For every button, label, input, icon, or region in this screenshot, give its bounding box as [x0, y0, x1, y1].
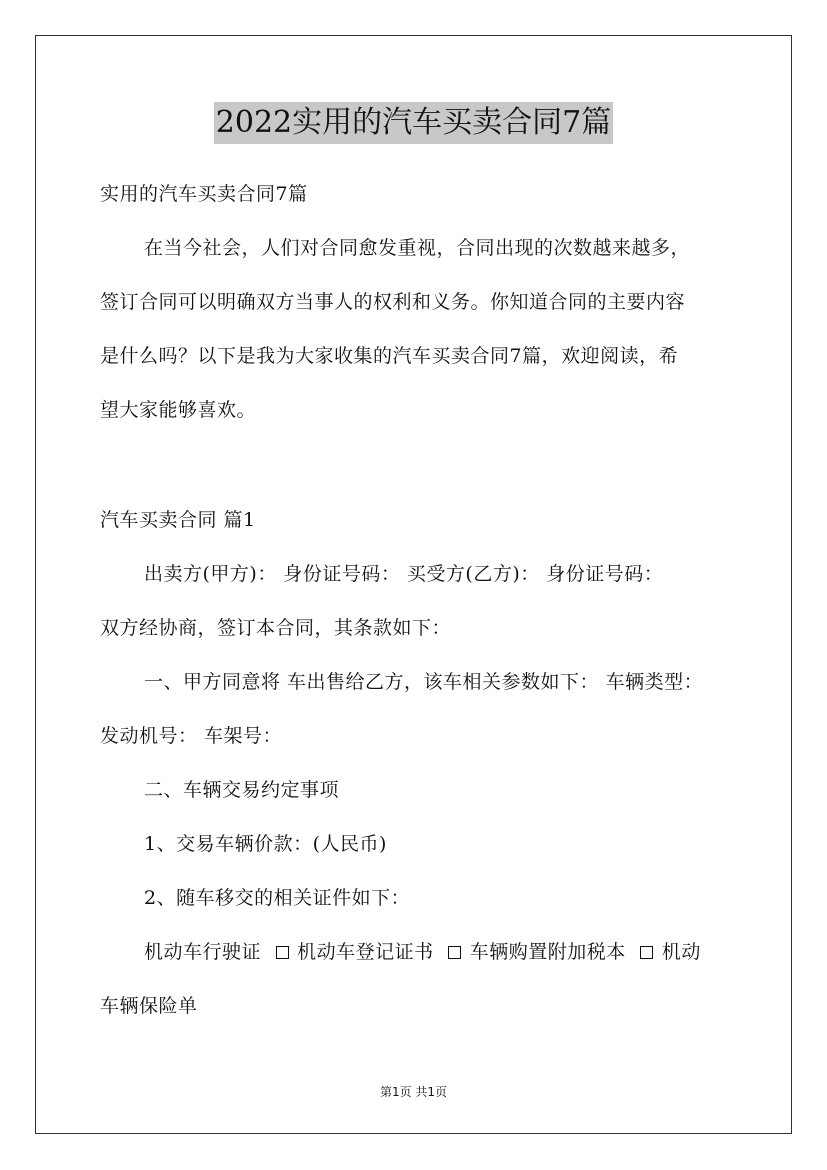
checkbox-icon[interactable]: [448, 946, 461, 959]
checkbox-icon[interactable]: [640, 946, 653, 959]
intro-line-2: 签订合同可以明确双方当事人的权利和义务。你知道合同的主要内容: [100, 291, 686, 313]
clause1-line-1: 一、甲方同意将 车出售给乙方，该车相关参数如下： 车辆类型：: [144, 671, 704, 693]
agreement-line: 双方经协商，签订本合同，其条款如下：: [100, 617, 452, 639]
document-title: 2022实用的汽车买卖合同7篇: [214, 102, 613, 144]
intro-line-4: 望大家能够喜欢。: [100, 399, 257, 421]
documents-line-2: 车辆保险单: [100, 995, 198, 1017]
clause1-line-2: 发动机号： 车架号：: [100, 725, 283, 747]
parties-line: 出卖方(甲方)： 身份证号码： 买受方(乙方)： 身份证号码：: [144, 563, 664, 585]
title-container: [0, 102, 827, 144]
documents-line-1: [144, 940, 701, 964]
checkbox-icon[interactable]: [276, 946, 289, 959]
doc-insurance-part1: 机动: [661, 941, 701, 963]
doc-purchase-tax: 车辆购置附加税本: [469, 941, 626, 963]
item-1: 1、交易车辆价款：(人民币): [144, 833, 387, 855]
page-footer: 第1页 共1页: [379, 1085, 448, 1099]
item-2: 2、随车移交的相关证件如下：: [144, 887, 411, 909]
intro-line-3: 是什么吗？以下是我为大家收集的汽车买卖合同7篇，欢迎阅读，希: [100, 345, 679, 367]
doc-registration-certificate: 机动车登记证书: [297, 941, 434, 963]
clause2-heading: 二、车辆交易约定事项: [144, 779, 340, 801]
section-heading: 汽车买卖合同 篇1: [100, 509, 256, 531]
doc-vehicle-license: 机动车行驶证: [144, 941, 262, 963]
intro-line-1: 在当今社会，人们对合同愈发重视，合同出现的次数越来越多，: [144, 237, 691, 259]
document-subtitle: 实用的汽车买卖合同7篇: [100, 183, 308, 205]
